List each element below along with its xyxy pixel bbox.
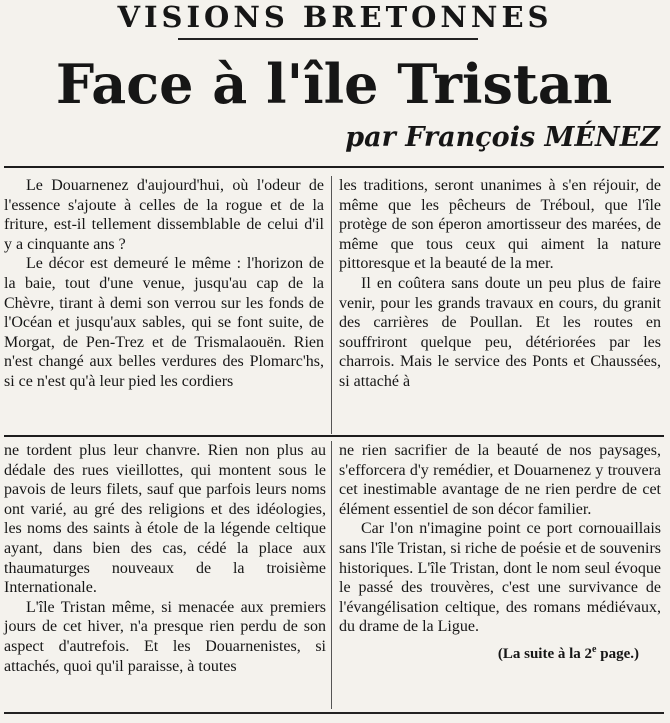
article-headline: Face à l'île Tristan	[55, 52, 613, 116]
byline-divider	[4, 166, 664, 168]
paragraph: ne rien sacrifier de la beauté de nos paysages, s'efforcera d'y remédier, et Douarnenez y trouvera cet inestimable avantage de ne rien perdre de cet élément essentiel de son décor familier.	[339, 442, 661, 518]
middle-divider	[4, 435, 664, 437]
paragraph: les traditions, seront unanimes à s'en réjouir, de même que les pêcheurs de Tréboul, que l'île protège de son éperon amortisseur des marées, de même que tous ceux qui aiment la nature pittoresque et la beauté de la mer.	[339, 177, 661, 273]
paragraph: L'île Tristan même, si menacée aux premiers jours de cet hiver, n'a presque rien perdu de son aspect d'autrefois. Et les Douarnenistes, si attachés, quoi qu'il paraisse, à toutes	[4, 598, 326, 675]
paragraph: Car l'on n'imagine point ce port cornouaillais sans l'île Tristan, si riche de poésie et de souvenirs historiques. L'île Tristan, dont le nom seul évoque le passé des trouvères, c'est une survivance de l'évangélisation celtique, des romans médiévaux, du drame de la Ligue.	[339, 520, 661, 636]
paragraph: Il en coûtera sans doute un peu plus de faire venir, pour les grands travaux en cours, du granit des carrières de Poullan. Et les routes en souffriront quelque peu, détériorées par les charrois. Mais le service des Ponts et Chaussées, si attaché à	[339, 274, 661, 390]
text-column-lower-left	[4, 441, 326, 676]
article-byline: par François MÉNEZ	[345, 122, 660, 153]
kicker-underline	[178, 38, 478, 40]
paragraph: ne tordent plus leur chanvre. Rien non plus au dédale des rues vieillottes, qui montent sous le pavois de leurs filets, sauf que parfois leurs noms ont varié, au gré des religions et des idéologies, les noms des saints à étole de la légende celtique ayant, dans bien des cas, cédé la place aux thaumaturges nouveaux de la troisième Internationale.	[4, 442, 326, 597]
continued-notice	[339, 640, 661, 665]
text-column-upper-right	[339, 176, 661, 392]
column-divider-upper	[331, 176, 332, 434]
column-divider-lower	[331, 441, 332, 709]
bottom-divider	[4, 712, 664, 714]
paragraph: Le Douarnenez d'aujourd'hui, où l'odeur de l'essence s'ajoute à celles de la rogue et de la friture, est-il tellement dissemblable de celui d'il y a cinquante ans ?	[4, 177, 324, 253]
continued-notice-main: (La suite à la 2	[497, 645, 593, 662]
continued-notice-end: page.)	[596, 645, 639, 662]
section-kicker: VISIONS BRETONNES	[117, 0, 553, 34]
continued-notice-sup: e	[592, 643, 597, 655]
text-column-lower-right	[339, 441, 661, 665]
text-column-upper-left	[4, 176, 324, 392]
paragraph: Le décor est demeuré le même : l'horizon de la baie, tout d'une venue, jusqu'au cap de la Chèvre, tirant à demi son verrou sur les fonds de l'Océan et jusqu'aux sables, qui se font suite, de Morgat, de Pen-Trez et de Trismalaouën. Rien n'est changé aux belles verdures des Plomarc'hs, si ce n'est qu'à leur pied les cordiers	[4, 255, 324, 390]
